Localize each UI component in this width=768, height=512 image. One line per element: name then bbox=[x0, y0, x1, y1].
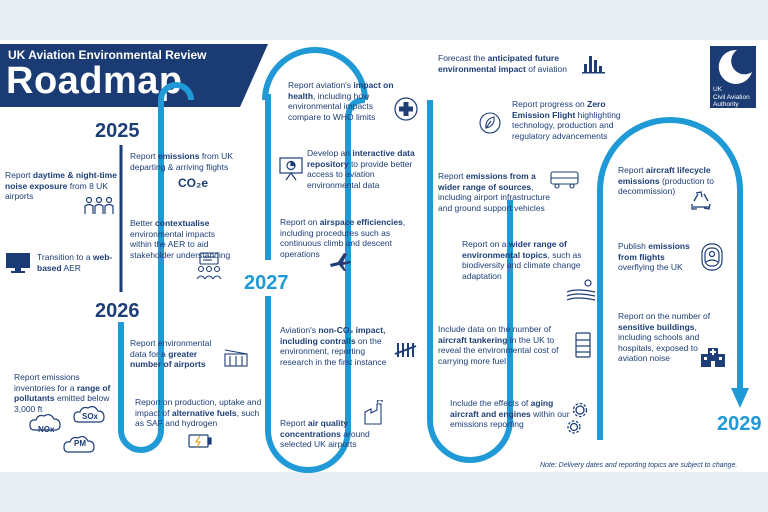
aging-aircraft-text: Include the effects of aging aircraft and engines within our emissions reporting bbox=[450, 398, 570, 429]
nox-label: NOx bbox=[38, 425, 55, 434]
monitor-icon bbox=[5, 252, 31, 274]
page-title: Roadmap bbox=[6, 60, 183, 102]
air-quality-text: Report air quality concentrations around selected UK airports bbox=[280, 418, 370, 449]
hospital-icon bbox=[700, 346, 726, 368]
year-2027: 2027 bbox=[244, 272, 289, 294]
leaf-gear-icon bbox=[477, 110, 503, 136]
alternative-fuels-text: Report on production, uptake and impact of alternative fuels, such as SAF and hydrogen bbox=[135, 397, 262, 428]
recycle-icon bbox=[688, 190, 714, 214]
pollutants-inventory-text: Report emissions inventories for a range of pollutants emitted below 3,000 ft bbox=[14, 372, 111, 414]
environmental-topics-text: Report on a wider range of environmental topics, such as biodiversity and climate change adaptation bbox=[462, 239, 582, 281]
airspace-efficiencies-text: Report on airspace efficiencies, including procedures such as continuous climb and descent operations bbox=[280, 217, 406, 259]
gears-icon bbox=[566, 402, 590, 436]
noise-exposure-text: Report daytime & night-time noise exposure from 8 UK airports bbox=[5, 170, 117, 201]
battery-icon bbox=[188, 433, 212, 449]
lifecycle-emissions-text: Report aircraft lifecycle emissions (production to decommission) bbox=[618, 165, 714, 196]
airport-building-icon bbox=[224, 346, 250, 368]
sensitive-buildings-text: Report on the number of sensitive buildings, including schools and hospitals, exposed to aviation noise bbox=[618, 311, 711, 363]
contextualise-text: Better contextualise environmental impacts within the AER to aid stakeholder understanding bbox=[130, 218, 231, 260]
greater-airports-text: Report environmental data for a greater number of airports bbox=[130, 338, 212, 369]
bar-chart-icon bbox=[582, 52, 606, 74]
forecast-impact-text: Forecast the anticipated future environmental impact of aviation bbox=[438, 53, 567, 74]
year-2026: 2026 bbox=[95, 300, 140, 322]
health-impact-text: Report aviation's impact on health, including how environmental impacts compare to WHO limits bbox=[288, 80, 394, 122]
year-2029: 2029 bbox=[717, 413, 762, 435]
presentation-board-icon bbox=[278, 155, 304, 181]
sox-label: SOx bbox=[82, 412, 99, 421]
aircraft-tankering-text: Include data on the number of aircraft tankering in the UK to reveal the environmental cost of carrying more fuel bbox=[438, 324, 559, 366]
contrails-tally-icon bbox=[394, 341, 418, 359]
co2e-label: CO₂e bbox=[178, 176, 209, 190]
pm-label: PM bbox=[74, 439, 86, 448]
caa-logo-text: UK Civil Aviation Authority bbox=[713, 86, 750, 108]
aircraft-window-icon bbox=[700, 242, 724, 272]
fuel-tank-icon bbox=[573, 331, 593, 359]
people-icon bbox=[84, 196, 114, 216]
overflying-emissions-text: Publish emissions from flights overflying the UK bbox=[618, 241, 690, 272]
health-cross-icon bbox=[394, 97, 418, 121]
emissions-flights-text: Report emissions from UK departing & arriving flights bbox=[130, 151, 233, 172]
data-repository-text: Develop an interactive data repository to provide better access to aviation environmental data bbox=[307, 148, 415, 190]
page-subtitle: UK Aviation Environmental Review bbox=[8, 48, 207, 62]
footnote: Note: Delivery dates and reporting topics are subject to change. bbox=[540, 462, 738, 469]
zero-emission-text: Report progress on Zero Emission Flight highlighting technology, production and regulatory advancements bbox=[512, 99, 621, 141]
wider-sources-text: Report emissions from a wider range of sources, including airport infrastructure and ground support vehicles bbox=[438, 171, 550, 213]
bus-icon bbox=[550, 170, 580, 190]
airplane-icon bbox=[328, 250, 352, 272]
year-2025: 2025 bbox=[95, 120, 140, 142]
non-co2-impact-text: Aviation's non-CO₂ impact, including contrails on the environment, reporting research in the first instance bbox=[280, 325, 387, 367]
web-based-text: Transition to a web-based AER bbox=[37, 252, 113, 273]
stakeholder-chat-icon bbox=[196, 252, 222, 280]
landscape-sun-icon bbox=[566, 278, 596, 302]
